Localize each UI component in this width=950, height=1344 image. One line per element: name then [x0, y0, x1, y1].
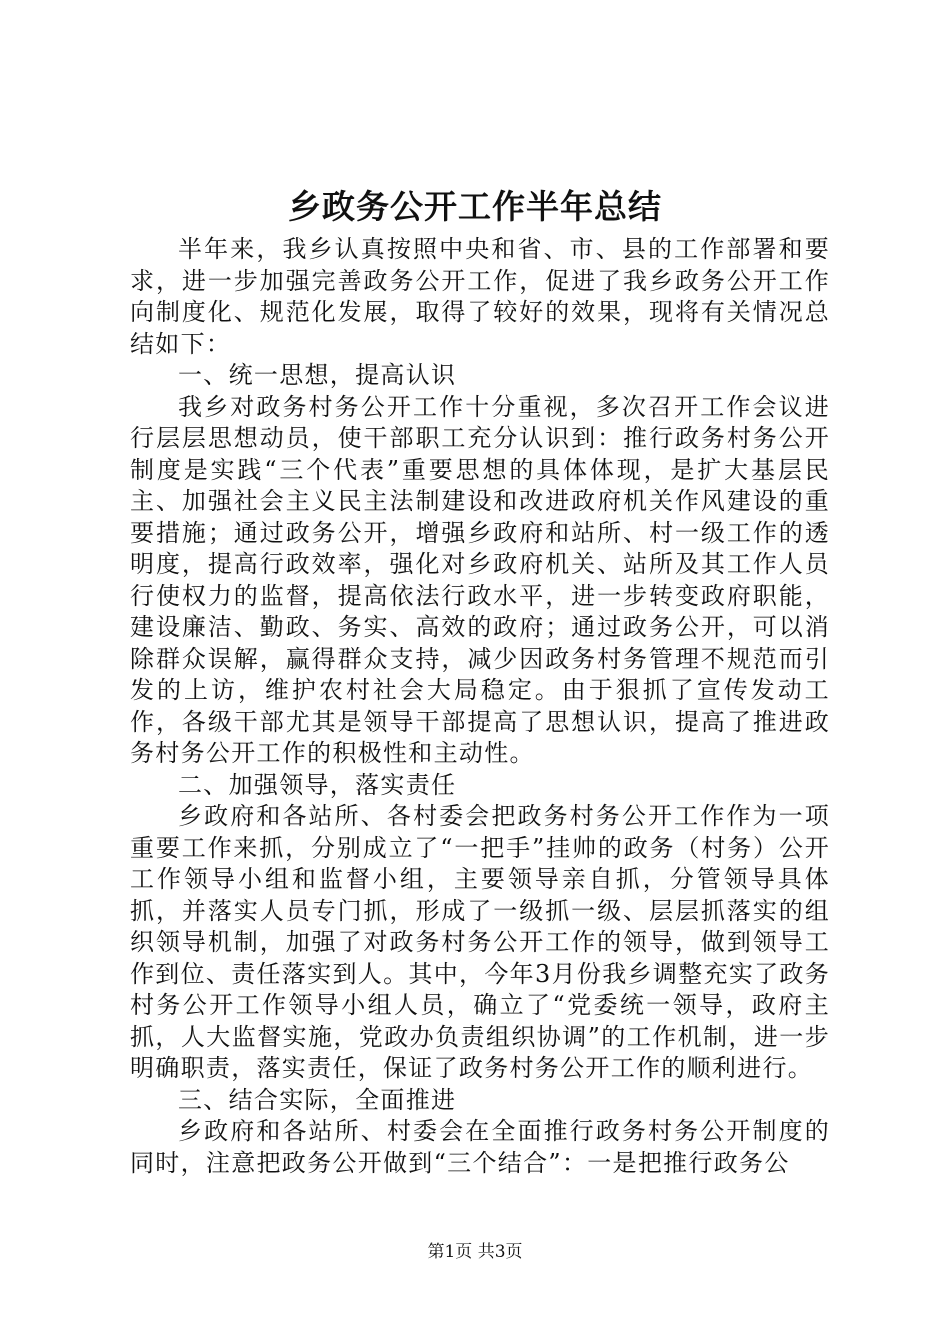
section-heading-2: 二、加强领导，落实责任 [178, 770, 457, 799]
section-paragraph-1: 我乡对政务村务公开工作十分重视，多次召开工作会议进行层层思想动员，使干部职工充分认识到：推行政务村务公开制度是实践“三个代表”重要思想的具体体现，是扩大基层民主、加强社会主义民主法制建设和改进政府机关作风建设的重要措施；通过政务公开，增强乡政府和站所、村一级工作的透明度，提高行政效率，强化对乡政府机关、站所及其工作人员行使权力的监督，提高依法行政水平，进一步转变政府职能，建设廉洁、勤政、务实、高效的政府；通过政务公开，可以消除群众误解，赢得群众支持，减少因政务村务管理不规范而引发的上访，维护农村社会大局稳定。由于狠抓了宣传发动工作，各级干部尤其是领导干部提高了思想认识，提高了推进政务村务公开工作的积极性和主动性。 [130, 392, 830, 767]
page-footer: 第1页 共3页 [427, 1242, 523, 1262]
document-title: 乡政务公开工作半年总结 [288, 187, 662, 226]
document-body [130, 234, 830, 1179]
section-heading-1: 一、统一思想，提高认识 [178, 361, 457, 389]
section-heading-3: 三、结合实际，全面推进 [178, 1085, 457, 1114]
section-paragraph-3: 乡政府和各站所、村委会在全面推行政务村务公开制度的同时，注意把政务公开做到“三个结合”：一是把推行政务公 [130, 1117, 830, 1177]
section-paragraph-2: 乡政府和各站所、各村委会把政务村务公开工作作为一项重要工作来抓，分别成立了“一把手”挂帅的政务（村务）公开工作领导小组和监督小组，主要领导亲自抓，分管领导具体抓，并落实人员专门抓，形成了一级抓一级、层层抓落实的组织领导机制，加强了对政务村务公开工作的领导，做到领导工作到位、责任落实到人。其中，今年3月份我乡调整充实了政务村务公开工作领导小组人员，确立了“党委统一领导，政府主抓，人大监督实施，党政办负责组织协调”的工作机制，进一步明确职责，落实责任，保证了政务村务公开工作的顺利进行。 [130, 802, 830, 1082]
intro-paragraph: 半年来，我乡认真按照中央和省、市、县的工作部署和要求，进一步加强完善政务公开工作，促进了我乡政务公开工作向制度化、规范化发展，取得了较好的效果，现将有关情况总结如下： [130, 235, 830, 358]
